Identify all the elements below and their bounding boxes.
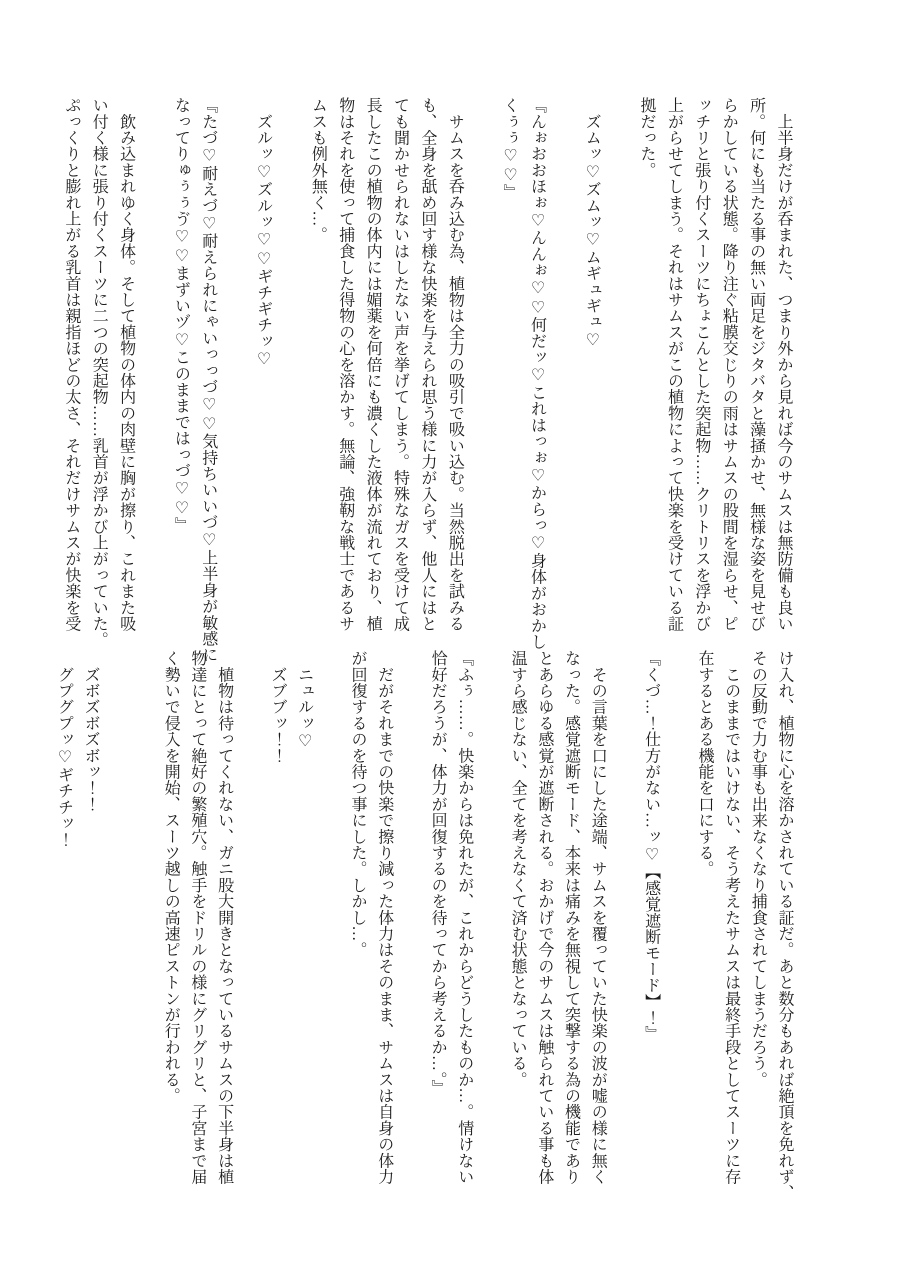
text-column: らかしている状態。降り注ぐ粘膜交じりの雨はサムスの股間を湿らせ、ピ [720, 97, 738, 632]
text-column: ズムッ♡ズムッ♡ムギュギュ♡ [583, 97, 601, 349]
text-column: なってりゅぅぅゔ♡♡まずいヅ♡このままではっづ♡♡』 [172, 97, 190, 534]
text-column: だがそれまでの快楽で擦り減った体力はそのまま、サムスは自身の体力 [375, 650, 393, 1185]
text-column: け入れ、植物に心を溶かされている証だ。あと数分もあれば絶頂を免れず、 [776, 650, 793, 1201]
text-block-bottom [50, 650, 797, 1260]
blank-column [550, 97, 577, 697]
text-column: 拠だった。 [638, 97, 656, 178]
text-column: 物達にとって絶好の繁殖穴。触手をドリルの様にグリグリと、子宮まで届 [188, 650, 206, 1185]
text-column: ても聞かせられないはしたない声を挙げてしまう。特殊なガスを受けて成 [391, 97, 409, 632]
text-column: 物はそれを使って捕食した得物の心を溶かす。無論、強靭な戦士であるサ [336, 97, 354, 632]
text-column: 『ふぅ……。快楽からは免れたが、これからどうしたものか…。情けない [455, 650, 473, 1185]
blank-column [610, 650, 637, 1260]
blank-column [103, 650, 130, 1260]
blank-column [140, 97, 167, 697]
text-column: ッチリと張り付くスーツにちょこんとした突起物……クリトリスを浮かび [692, 97, 710, 632]
blank-column [477, 650, 504, 1260]
text-column: その言葉を口にした途端、サムスを覆っていた快楽の波が嘘の様に無く [589, 650, 607, 1185]
text-column: 『たづ♡耐えづ♡耐えられにゃいっっづ♡♡気持ちいいづ♡上半身が敏感に [199, 97, 217, 663]
text-column: 所。何にも当たる事の無い両足をジタバタと藻掻かせ、無様な姿を見せび [747, 97, 765, 632]
blank-column [237, 650, 264, 1260]
blank-column [277, 97, 304, 697]
text-column: 飲み込まれゆく身体。そして植物の体内の肉壁に胸が擦り、これまた吸 [117, 97, 135, 632]
text-column: ズブブッ！！ [268, 650, 286, 764]
text-column: 長したこの植物の体内には媚薬を何倍にも濃くした液体が流れており、植 [364, 97, 382, 632]
blank-column [222, 97, 249, 697]
text-column: 在するとある機能を口にする。 [695, 650, 713, 877]
blank-column [397, 650, 424, 1260]
text-column: くぅぅ♡♡』 [501, 97, 519, 201]
text-column: 『んぉおおほぉ♡んんぉ♡♡何だッ♡これはっぉ♡からっ♡身体がおかし [528, 97, 546, 650]
text-column: その反動で力む事も出来なくなり捕食されてしまうだろう。 [749, 650, 767, 1088]
text-column: ニュルッ♡ [295, 650, 313, 751]
blank-column [468, 97, 495, 697]
blank-column [317, 650, 344, 1260]
blank-column [605, 97, 632, 697]
text-column: 上半身だけが呑まれた、つまり外から見れば今のサムスは無防備も良い [775, 97, 792, 632]
blank-column [664, 650, 691, 1260]
text-column: とあらゆる感覚が遮断される。おかげで今のサムスは触られている事も体 [535, 650, 553, 1185]
blank-column [130, 650, 157, 1260]
text-column: ズボズボズボッ！！ [82, 650, 100, 812]
text-column: 植物は待ってくれない、ガニ股大開きとなっているサムスの下半身は植 [215, 650, 233, 1185]
text-column: このままではいけない、そう考えたサムスは最終手段としてスーツに存 [722, 650, 740, 1185]
text-column: い付く様に張り付くスーツに二つの突起物……乳首が浮かび上がっていた。 [90, 97, 108, 648]
text-column: く勢いで侵入を開始、スーツ越しの高速ピストンが行われる。 [162, 650, 180, 1104]
text-block-top [57, 97, 797, 697]
text-column: 恰好だろうが、体力が回復するのを待ってから考えるか…。』 [429, 650, 447, 1096]
text-column: なった。感覚遮断モード、本来は痛みを無視して突撃する為の機能であり [562, 650, 580, 1185]
text-column: ムスも例外無く…。 [309, 97, 327, 243]
text-column: グプグプッ♡ギチチッ！ [55, 650, 73, 848]
text-column: も、全身を舐め回す様な快楽を与えられ思う様に力が入らず、他人にはと [418, 97, 436, 632]
text-column: サムスを呑み込む為、植物は全力の吸引で吸い込む。当然脱出を試みる [446, 97, 464, 632]
text-column: ぷっくりと膨れ上がる乳首は親指ほどの太さ、それだけサムスが快楽を受 [62, 97, 80, 632]
text-column: 『くづ…！仕方がない…ッ♡【感覚遮断モード】！』 [642, 650, 660, 1042]
text-column: ズルッ♡ズルッ♡♡ギチギチッ♡ [254, 97, 272, 369]
text-column: 上がらせてしまう。それはサムスがこの植物によって快楽を受けている証 [665, 97, 683, 632]
text-column: 温すら感じない、全てを考えなくて済む状態となっている。 [509, 650, 527, 1088]
text-column: が回復するのを待つ事にした。しかし…。 [349, 650, 366, 958]
